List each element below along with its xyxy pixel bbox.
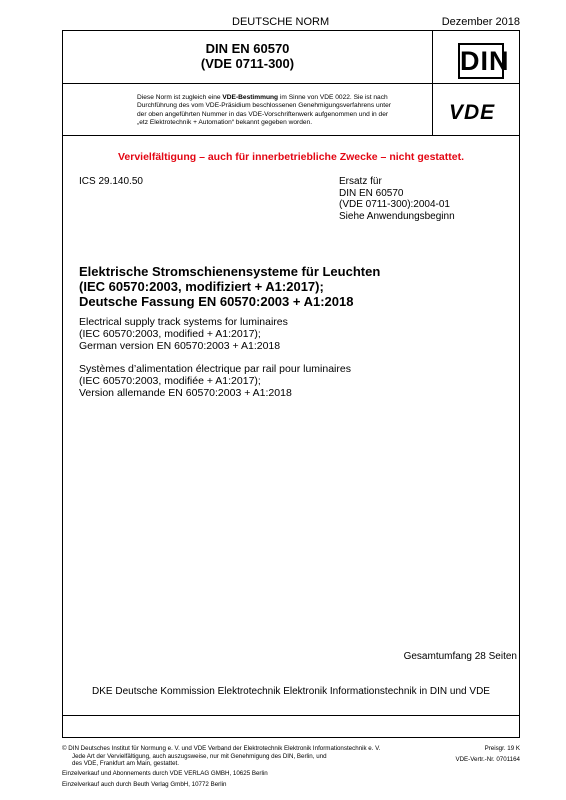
- divider-notice: [63, 135, 519, 136]
- vde-bestimmung-emphasis: VDE-Bestimmung: [222, 94, 279, 101]
- notice-line-4: „etz Elektrotechnik + Automation“ bekannt gegeben worden.: [137, 119, 313, 127]
- notice-line-2: Durchführung des vom VDE-Präsidium beschlossenen Genehmigungsverfahrens unter: [137, 102, 391, 110]
- price-info: [455, 745, 520, 763]
- ics-code: ICS 29.140.50: [79, 176, 143, 187]
- title-german: Elektrische Stromschienensysteme für Leuchten (IEC 60570:2003, modifiziert + A1:2017); Deutsche Fassung EN 60570:2003 + A1:2018: [79, 264, 381, 309]
- din-logo: DIN: [458, 43, 504, 79]
- title-english: Electrical supply track systems for luminaires (IEC 60570:2003, modified + A1:2017); German version EN 60570:2003 + A1:2018: [79, 316, 288, 352]
- divider-title: [63, 83, 519, 84]
- document-frame: [62, 30, 520, 738]
- dke-line: DKE Deutsche Kommission Elektrotechnik Elektronik Informationstechnik in DIN und VDE: [92, 686, 490, 697]
- sales-info: Einzelverkauf und Abonnements durch VDE VERLAG GMBH, 10625 Berlin Einzelverkauf auch durch Beuth Verlag GmbH, 10772 Berlin: [62, 770, 268, 788]
- standard-type-label: DEUTSCHE NORM: [232, 16, 330, 28]
- notice-line-1: Diese Norm ist zugleich eine VDE-Bestimmung im Sinne von VDE 0022. Sie ist nach: [137, 94, 388, 101]
- total-pages: Gesamtumfang 28 Seiten: [403, 651, 517, 662]
- price-group: Preisgr. 19 K: [484, 745, 520, 752]
- document-number-block: [63, 41, 432, 71]
- document-number: DIN EN 60570: [205, 41, 290, 56]
- divider-dke: [63, 715, 519, 716]
- vde-order-number: VDE-Vertr.-Nr. 0701164: [455, 755, 520, 763]
- vde-number: (VDE 0711-300): [200, 56, 295, 71]
- reproduction-warning: Vervielfältigung – auch für innerbetriebliche Zwecke – nicht gestattet.: [117, 151, 464, 163]
- replacement-info: Ersatz für DIN EN 60570 (VDE 0711-300):2004-01 Siehe Anwendungsbeginn: [339, 176, 455, 222]
- title-french: Systèmes d’alimentation électrique par rail pour luminaires (IEC 60570:2003, modifiée + A1:2017); Version allemande EN 60570:2003 + A1:2018: [79, 363, 351, 399]
- logo-column-divider: [432, 31, 433, 135]
- copyright-notice: © DIN Deutsches Institut für Normung e. V. und VDE Verband der Elektrotechnik Elektronik Informationstechnik e. V. Jede Art der Vervielfältigung, auch auszugsweise, nur mit Genehmigung des DIN, Berlin, und des VDE, Frankfurt am Main, gestattet.: [62, 745, 381, 768]
- notice-line-3: der oben angeführten Nummer in das VDE-Vorschriftenwerk aufgenommen und in der: [137, 110, 389, 118]
- vde-notice: [137, 94, 429, 128]
- vde-logo: VDE: [449, 101, 496, 124]
- issue-date: Dezember 2018: [441, 16, 520, 28]
